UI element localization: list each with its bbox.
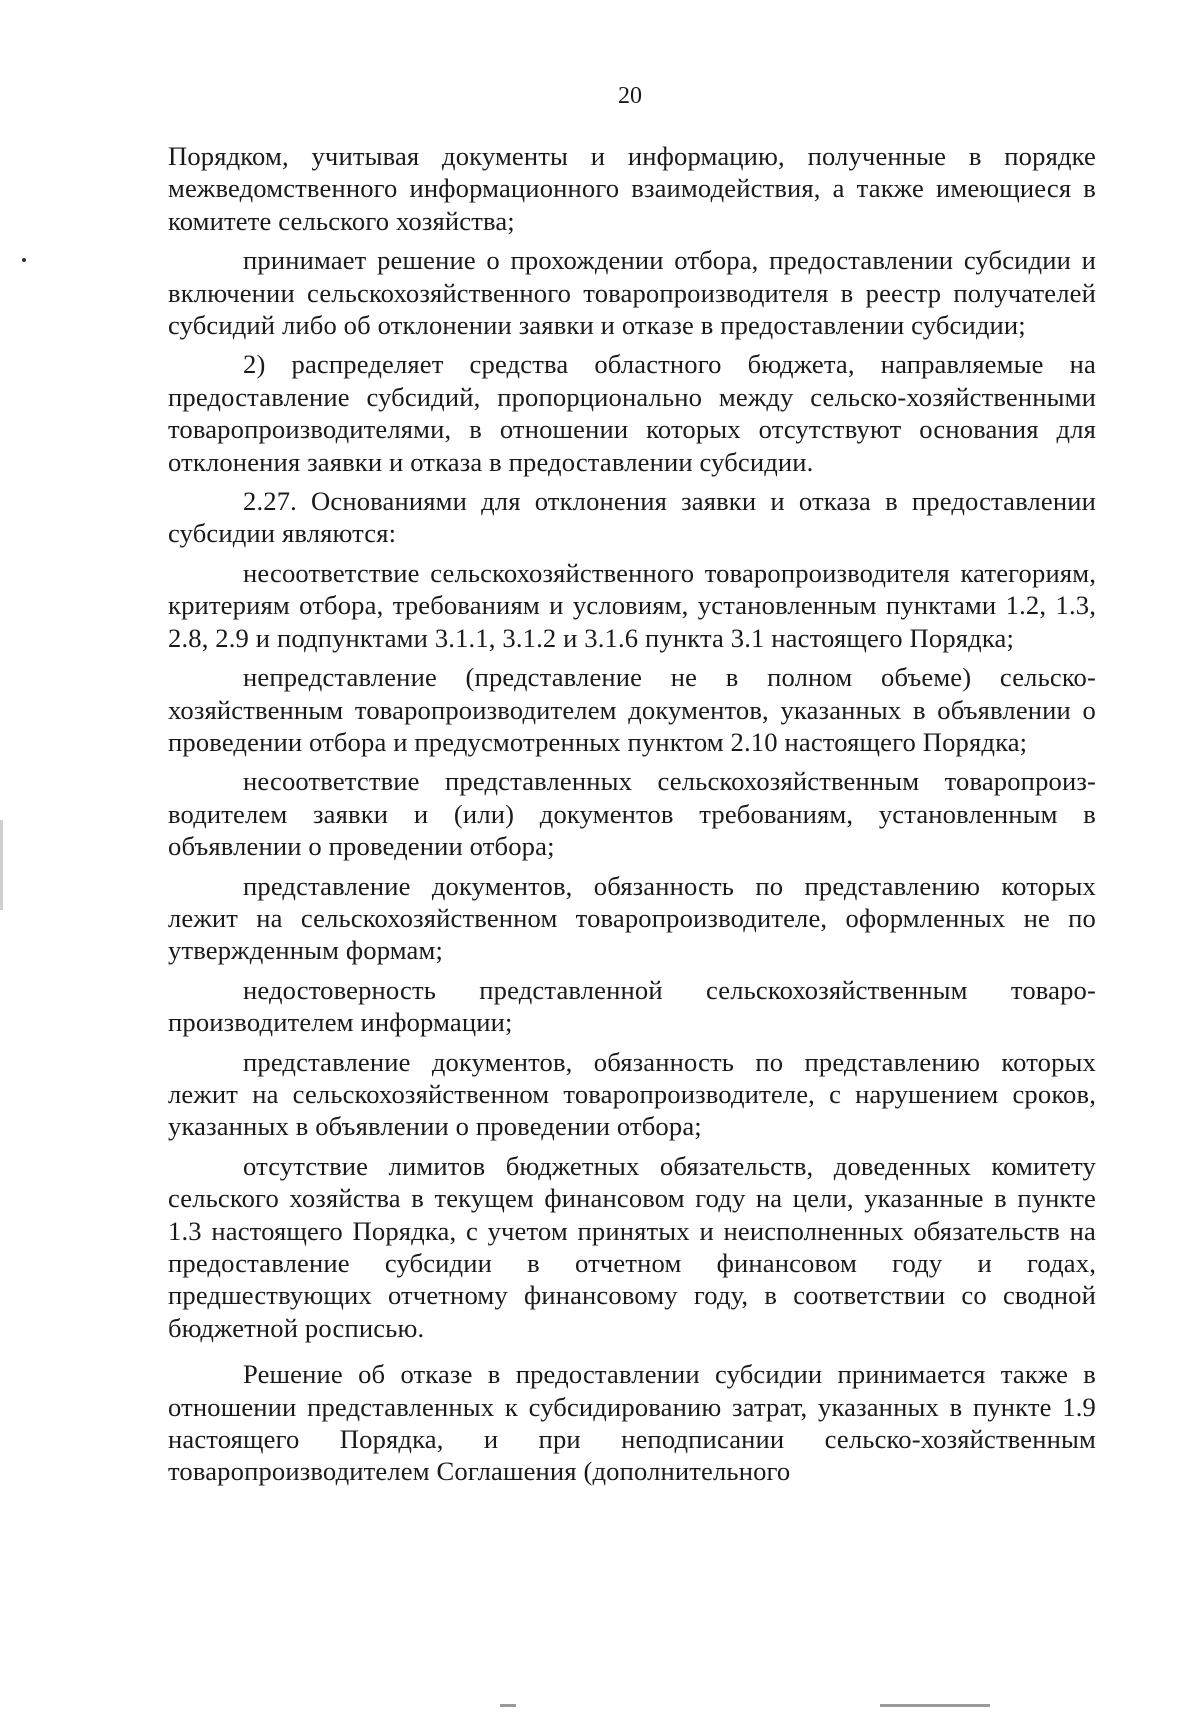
list-item-late-submission: представление документов, обязанность по представлению которых лежит на сельскохозяйственном товаропроизводителе, с нарушением сроков, указанных в объявлении о проведении отбора; xyxy=(168,1046,1096,1142)
list-item-non-submission: непредставление (представление не в полном объеме) сельско-хозяйственным товаропроизводителем документов, указанных в объявлении о проведении отбора и предусмотренных пунктом 2.10 настоящего Порядка; xyxy=(168,662,1096,757)
list-item-false-info: недостоверность представленной сельскохозяйственным товаро-производителем информации; xyxy=(168,974,1096,1038)
document-body xyxy=(168,140,1096,1488)
scan-dot xyxy=(22,258,26,262)
list-item-wrong-forms: представление документов, обязанность по представлению которых лежит на сельскохозяйственном товаропроизводителе, оформленных не по утвержденным формам; xyxy=(168,870,1096,966)
scan-bottom-mark xyxy=(500,1704,516,1707)
paragraph-distribution: 2) распределяет средства областного бюджета, направляемые на предоставление субсидий, пропорционально между сельско-хозяйственными товаропроизводителями, в отношении которых отсутствуют основания для отклонения заявки и отказа в предоставлении субсидии. xyxy=(168,349,1096,477)
scan-bottom-mark xyxy=(880,1704,990,1707)
list-item-document-mismatch: несоответствие представленных сельскохозяйственным товаропроиз-водителем заявки и (или) документов требованиям, установленным в объявлении о проведении отбора; xyxy=(168,766,1096,862)
paragraph-refusal-decision: Решение об отказе в предоставлении субсидии принимается также в отношении представленных к субсидированию затрат, указанных в пункте 1.9 настоящего Порядка, и при неподписании сельско-хозяйственным товаропроизводителем Соглашения (дополнительного xyxy=(168,1359,1096,1487)
list-item-no-limits: отсутствие лимитов бюджетных обязательств, доведенных комитету сельского хозяйства в текущем финансовом году на цели, указанные в пункте 1.3 настоящего Порядка, с учетом принятых и неисполненных обязательств на предоставление субсидии в отчетном финансовом году и годах, предшествующих отчетному финансовому году, в соответствии со сводной бюджетной росписью. xyxy=(168,1150,1096,1343)
page-number: 20 xyxy=(618,83,642,109)
scan-edge-mark xyxy=(0,820,3,910)
paragraph-continuation: Порядком, учитывая документы и информацию, полученные в порядке межведомственного информационного взаимодействия, а также имеющиеся в комитете сельского хозяйства; xyxy=(168,141,1096,236)
list-item-category-mismatch: несоответствие сельскохозяйственного товаропроизводителя категориям, критериям отбора, требованиям и условиям, установленным пунктами 1.2, 1.3, 2.8, 2.9 и подпунктами 3.1.1, 3.1.2 и 3.1.6 пункта 3.1 настоящего Порядка; xyxy=(168,557,1096,653)
paragraph-decision: принимает решение о прохождении отбора, предоставлении субсидии и включении сельскохозяйственного товаропроизводителя в реестр получателей субсидий либо об отклонении заявки и отказе в предоставлении субсидии; xyxy=(168,245,1096,341)
paragraph-2-27: 2.27. Основаниями для отклонения заявки и отказа в предоставлении субсидии являются: xyxy=(168,486,1096,549)
